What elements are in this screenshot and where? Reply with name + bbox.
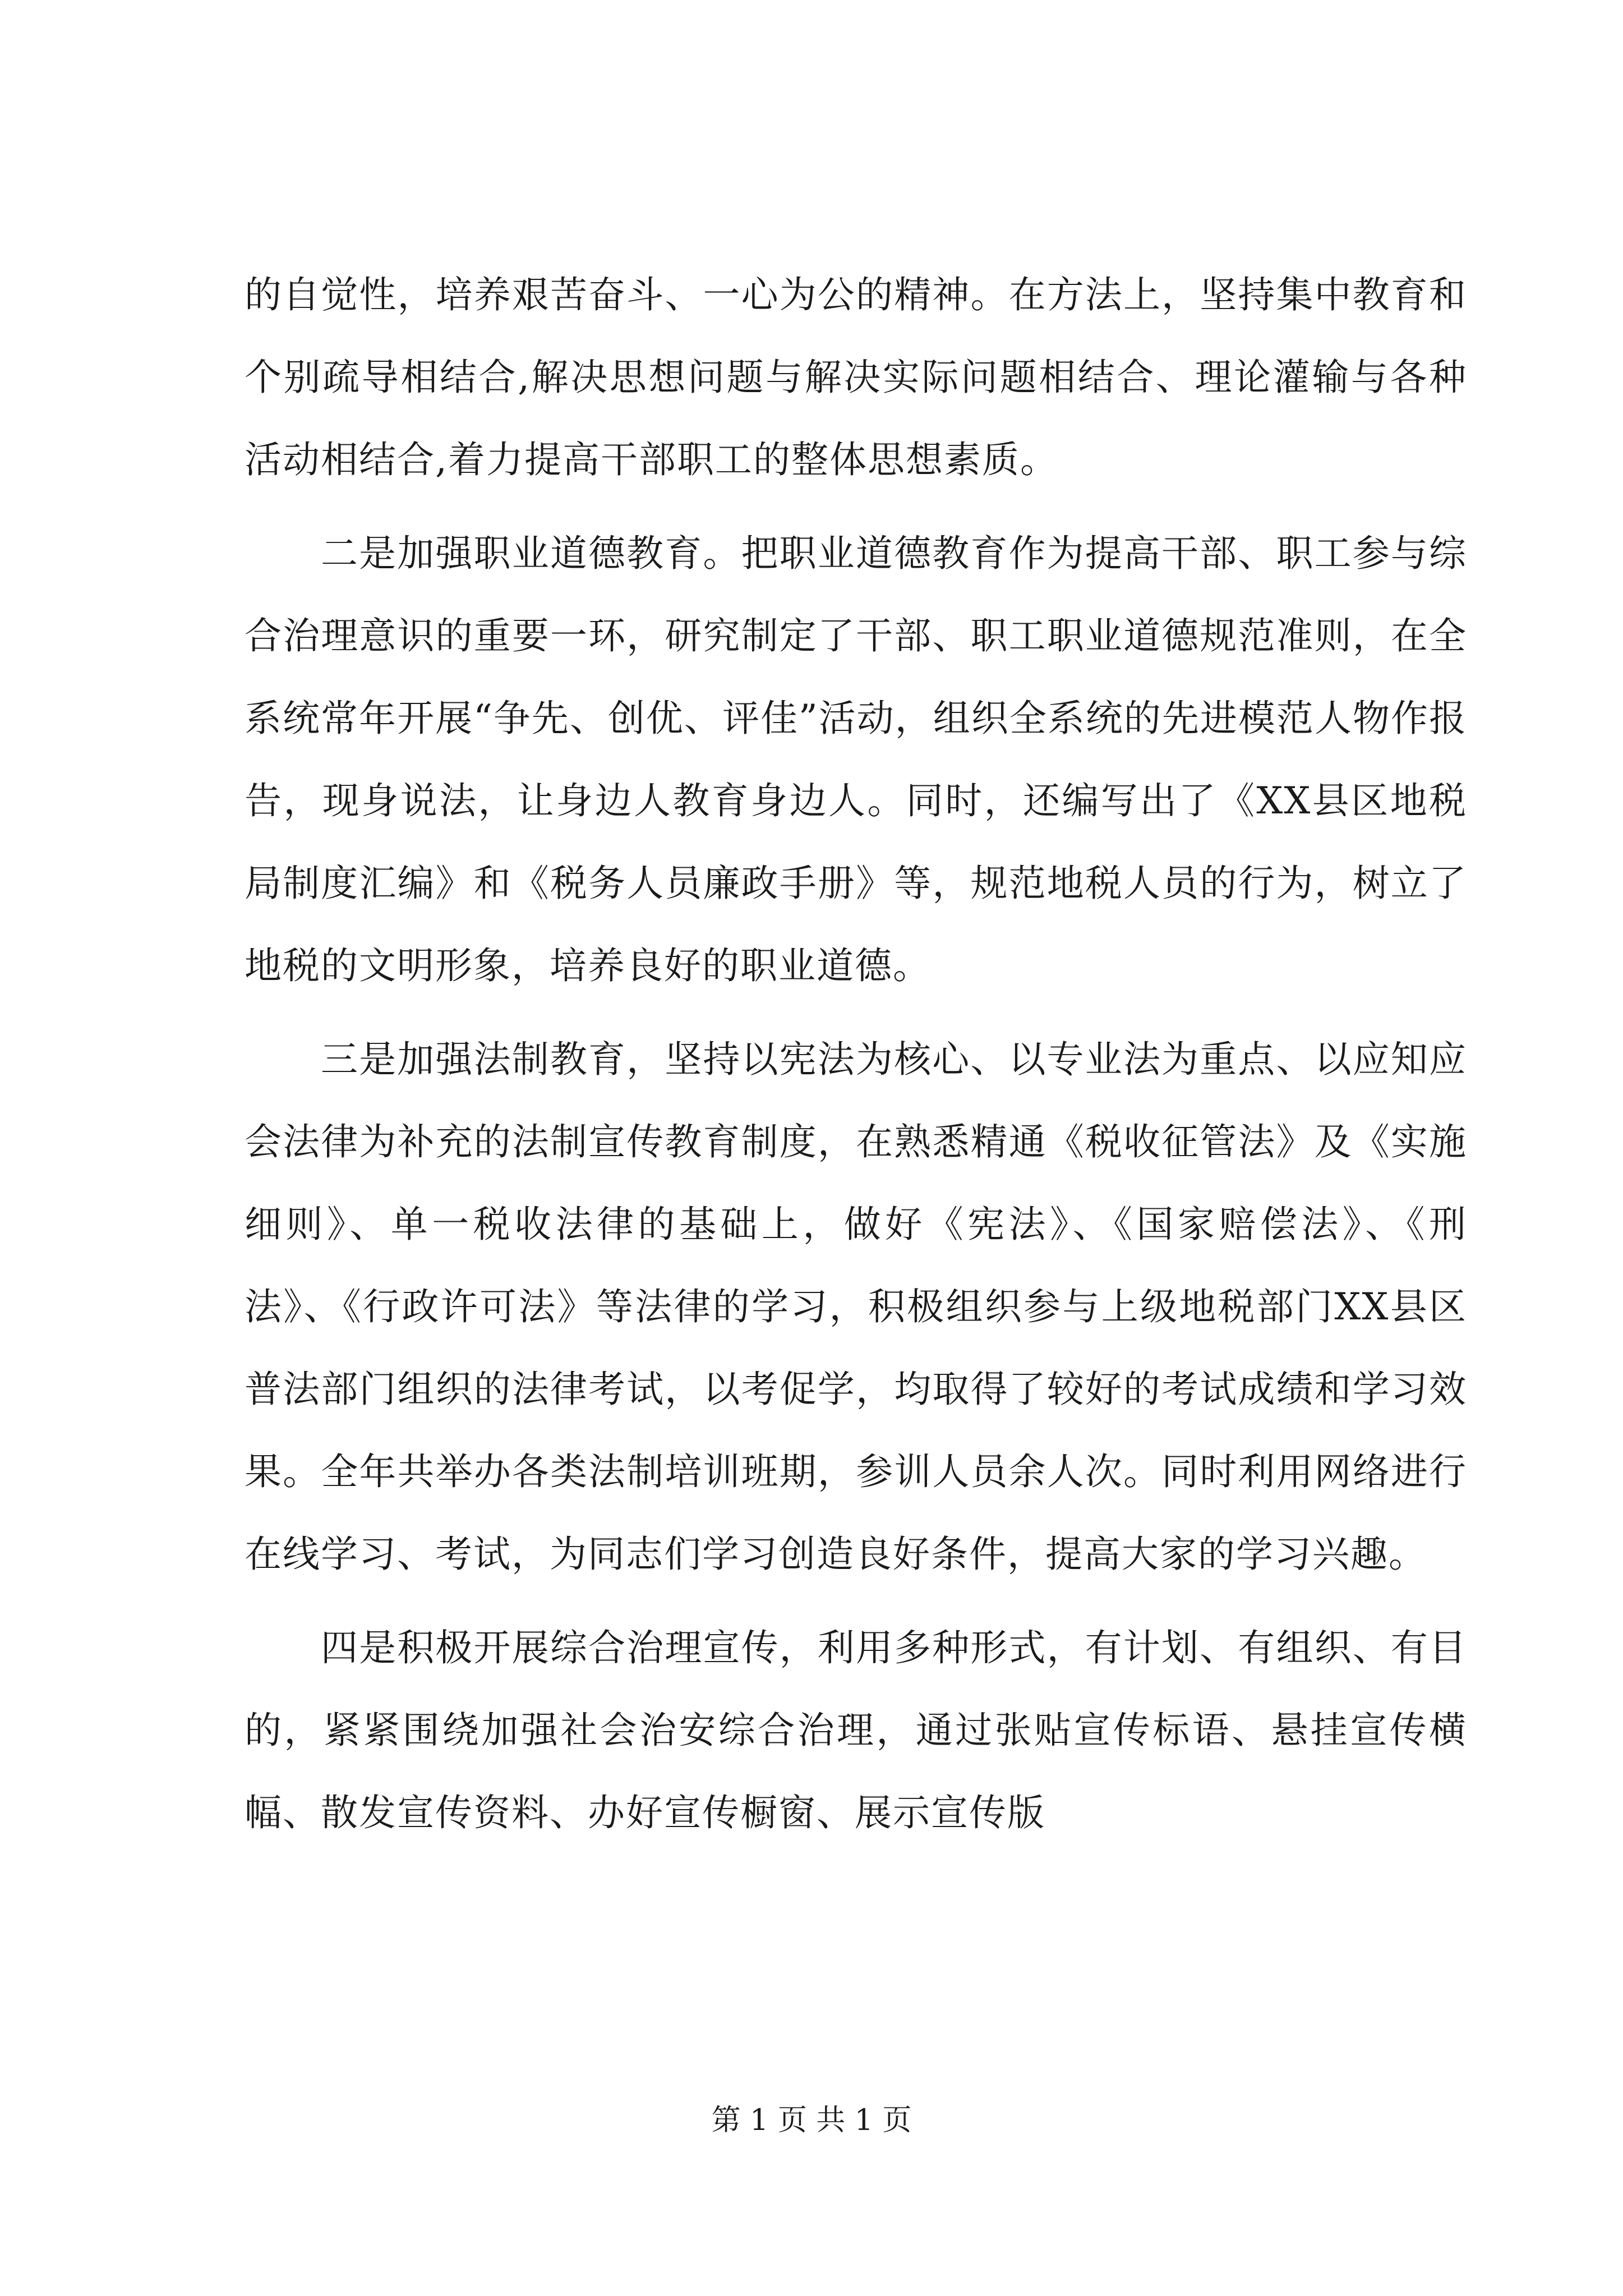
page-footer — [0, 2098, 1623, 2143]
paragraph-2: 二是加强职业道德教育。把职业道德教育作为提高干部、职工参与综合治理意识的重要一环，研究制定了干部、职工职业道德规范准则，在全系统常年开展“争先、创优、评佳”活动，组织全系统的先进模范人物作报告，现身说法，让身边人教育身边人。同时，还编写出了《XX县区地税局制度汇编》和《税务人员廉政手册》等，规范地税人员的行为，树立了地税的文明形象，培养良好的职业道德。 — [245, 532, 1467, 987]
body-text — [245, 254, 1467, 1854]
paragraph-3: 三是加强法制教育，坚持以宪法为核心、以专业法为重点、以应知应会法律为补充的法制宣传教育制度，在熟悉精通《税收征管法》及《实施细则》、单一税收法律的基础上，做好《宪法》、《国家赔偿法》、《刑法》、《行政许可法》等法律的学习，积极组织参与上级地税部门XX县区普法部门组织的法律考试，以考促学，均取得了较好的考试成绩和学习效果。全年共举办各类法制培训班期，参训人员余人次。同时利用网络进行在线学习、考试，为同志们学习创造良好条件，提高大家的学习兴趣。 — [245, 1038, 1467, 1576]
paragraph-4: 四是积极开展综合治理宣传，利用多种形式，有计划、有组织、有目的，紧紧围绕加强社会治安综合治理，通过张贴宣传标语、悬挂宣传横幅、散发宣传资料、办好宣传橱窗、展示宣传版 — [245, 1626, 1467, 1834]
page-number-label: 第 1 页 共 1 页 — [711, 2104, 912, 2137]
paragraph-1: 的自觉性，培养艰苦奋斗、一心为公的精神。在方法上，坚持集中教育和个别疏导相结合,解决思想问题与解决实际问题相结合、理论灌输与各种活动相结合,着力提高干部职工的整体思想素质。 — [245, 273, 1467, 481]
